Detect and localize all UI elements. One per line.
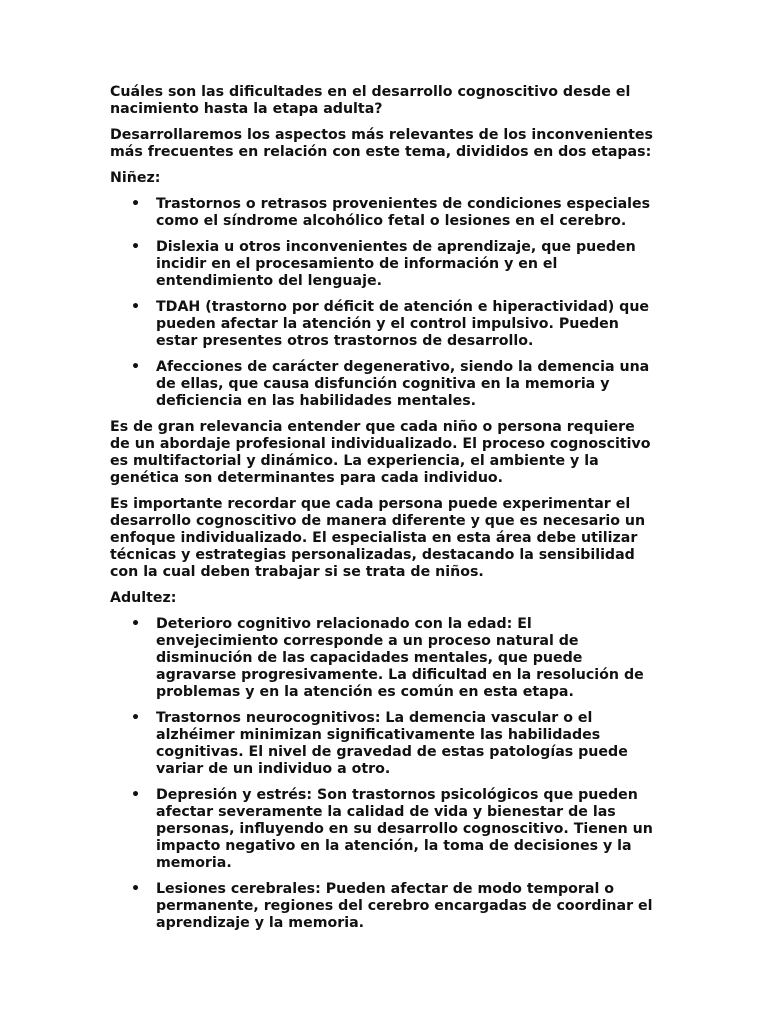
list-item: [110, 239, 658, 290]
bullet-icon: •: [131, 616, 141, 632]
paragraph-relevance: Es de gran relevancia entender que cada niño o persona requiere de un abordaje profesional individualizado. El proceso cognoscitivo es multifactorial y dinámico. La experiencia, el ambiente y la genética son determinantes para cada individuo.: [110, 419, 651, 486]
list-item-text: Deterioro cognitivo relacionado con la edad: El envejecimiento corresponde a un proceso natural de disminución de las capacidades mentales, que puede agravarse progresivamente. La dificultad en la resolución de problemas y en la atención es común en esta etapa.: [156, 616, 644, 700]
list-item: [110, 616, 658, 701]
document-intro: Desarrollaremos los aspectos más relevantes de los inconvenientes más frecuentes en relación con este tema, divididos en dos etapas:: [110, 127, 653, 160]
childhood-label: Niñez:: [110, 170, 161, 186]
list-item-text: Trastornos neurocognitivos: La demencia vascular o el alzhéimer minimizan significativamente las habilidades cognitivas. El nivel de gravedad de estas patologías puede variar de un individuo a otro.: [156, 710, 628, 777]
childhood-list: [110, 196, 658, 410]
list-item-text: Dislexia u otros inconvenientes de aprendizaje, que pueden incidir en el procesamiento de información y en el entendimiento del lenguaje.: [156, 239, 636, 289]
list-item-text: Afecciones de carácter degenerativo, siendo la demencia una de ellas, que causa disfunción cognitiva en la memoria y deficiencia en las habilidades mentales.: [156, 359, 650, 409]
list-item-text: Lesiones cerebrales: Pueden afectar de modo temporal o permanente, regiones del cerebro encargadas de coordinar el aprendizaje y la memoria.: [156, 881, 653, 931]
list-item: [110, 787, 658, 872]
document-question: Cuáles son las dificultades en el desarrollo cognoscitivo desde el nacimiento hasta la etapa adulta?: [110, 84, 631, 117]
bullet-icon: •: [131, 787, 141, 803]
adulthood-label: Adultez:: [110, 590, 177, 606]
adulthood-list: [110, 616, 658, 932]
bullet-icon: •: [131, 196, 141, 212]
list-item: [110, 196, 658, 230]
list-item-text: Trastornos o retrasos provenientes de condiciones especiales como el síndrome alcohólico fetal o lesiones en el cerebro.: [156, 196, 651, 229]
list-item: [110, 299, 658, 350]
list-item-text: Depresión y estrés: Son trastornos psicológicos que pueden afectar severamente la calidad de vida y bienestar de las personas, influyendo en su desarrollo cognoscitivo. Tienen un impacto negativo en la atención, la toma de decisiones y la memoria.: [156, 787, 653, 871]
list-item: [110, 710, 658, 778]
bullet-icon: •: [131, 239, 141, 255]
list-item: [110, 359, 658, 410]
document-page: [110, 84, 658, 941]
bullet-icon: •: [131, 881, 141, 897]
list-item: [110, 881, 658, 932]
bullet-icon: •: [131, 710, 141, 726]
bullet-icon: •: [131, 359, 141, 375]
list-item-text: TDAH (trastorno por déficit de atención e hiperactividad) que pueden afectar la atención y el control impulsivo. Pueden estar presentes otros trastornos de desarrollo.: [156, 299, 650, 349]
paragraph-important: Es importante recordar que cada persona puede experimentar el desarrollo cognoscitivo de manera diferente y que es necesario un enfoque individualizado. El especialista en esta área debe utilizar técnicas y estrategias personalizadas, destacando la sensibilidad con la cual deben trabajar si se trata de niños.: [110, 496, 646, 580]
bullet-icon: •: [131, 299, 141, 315]
